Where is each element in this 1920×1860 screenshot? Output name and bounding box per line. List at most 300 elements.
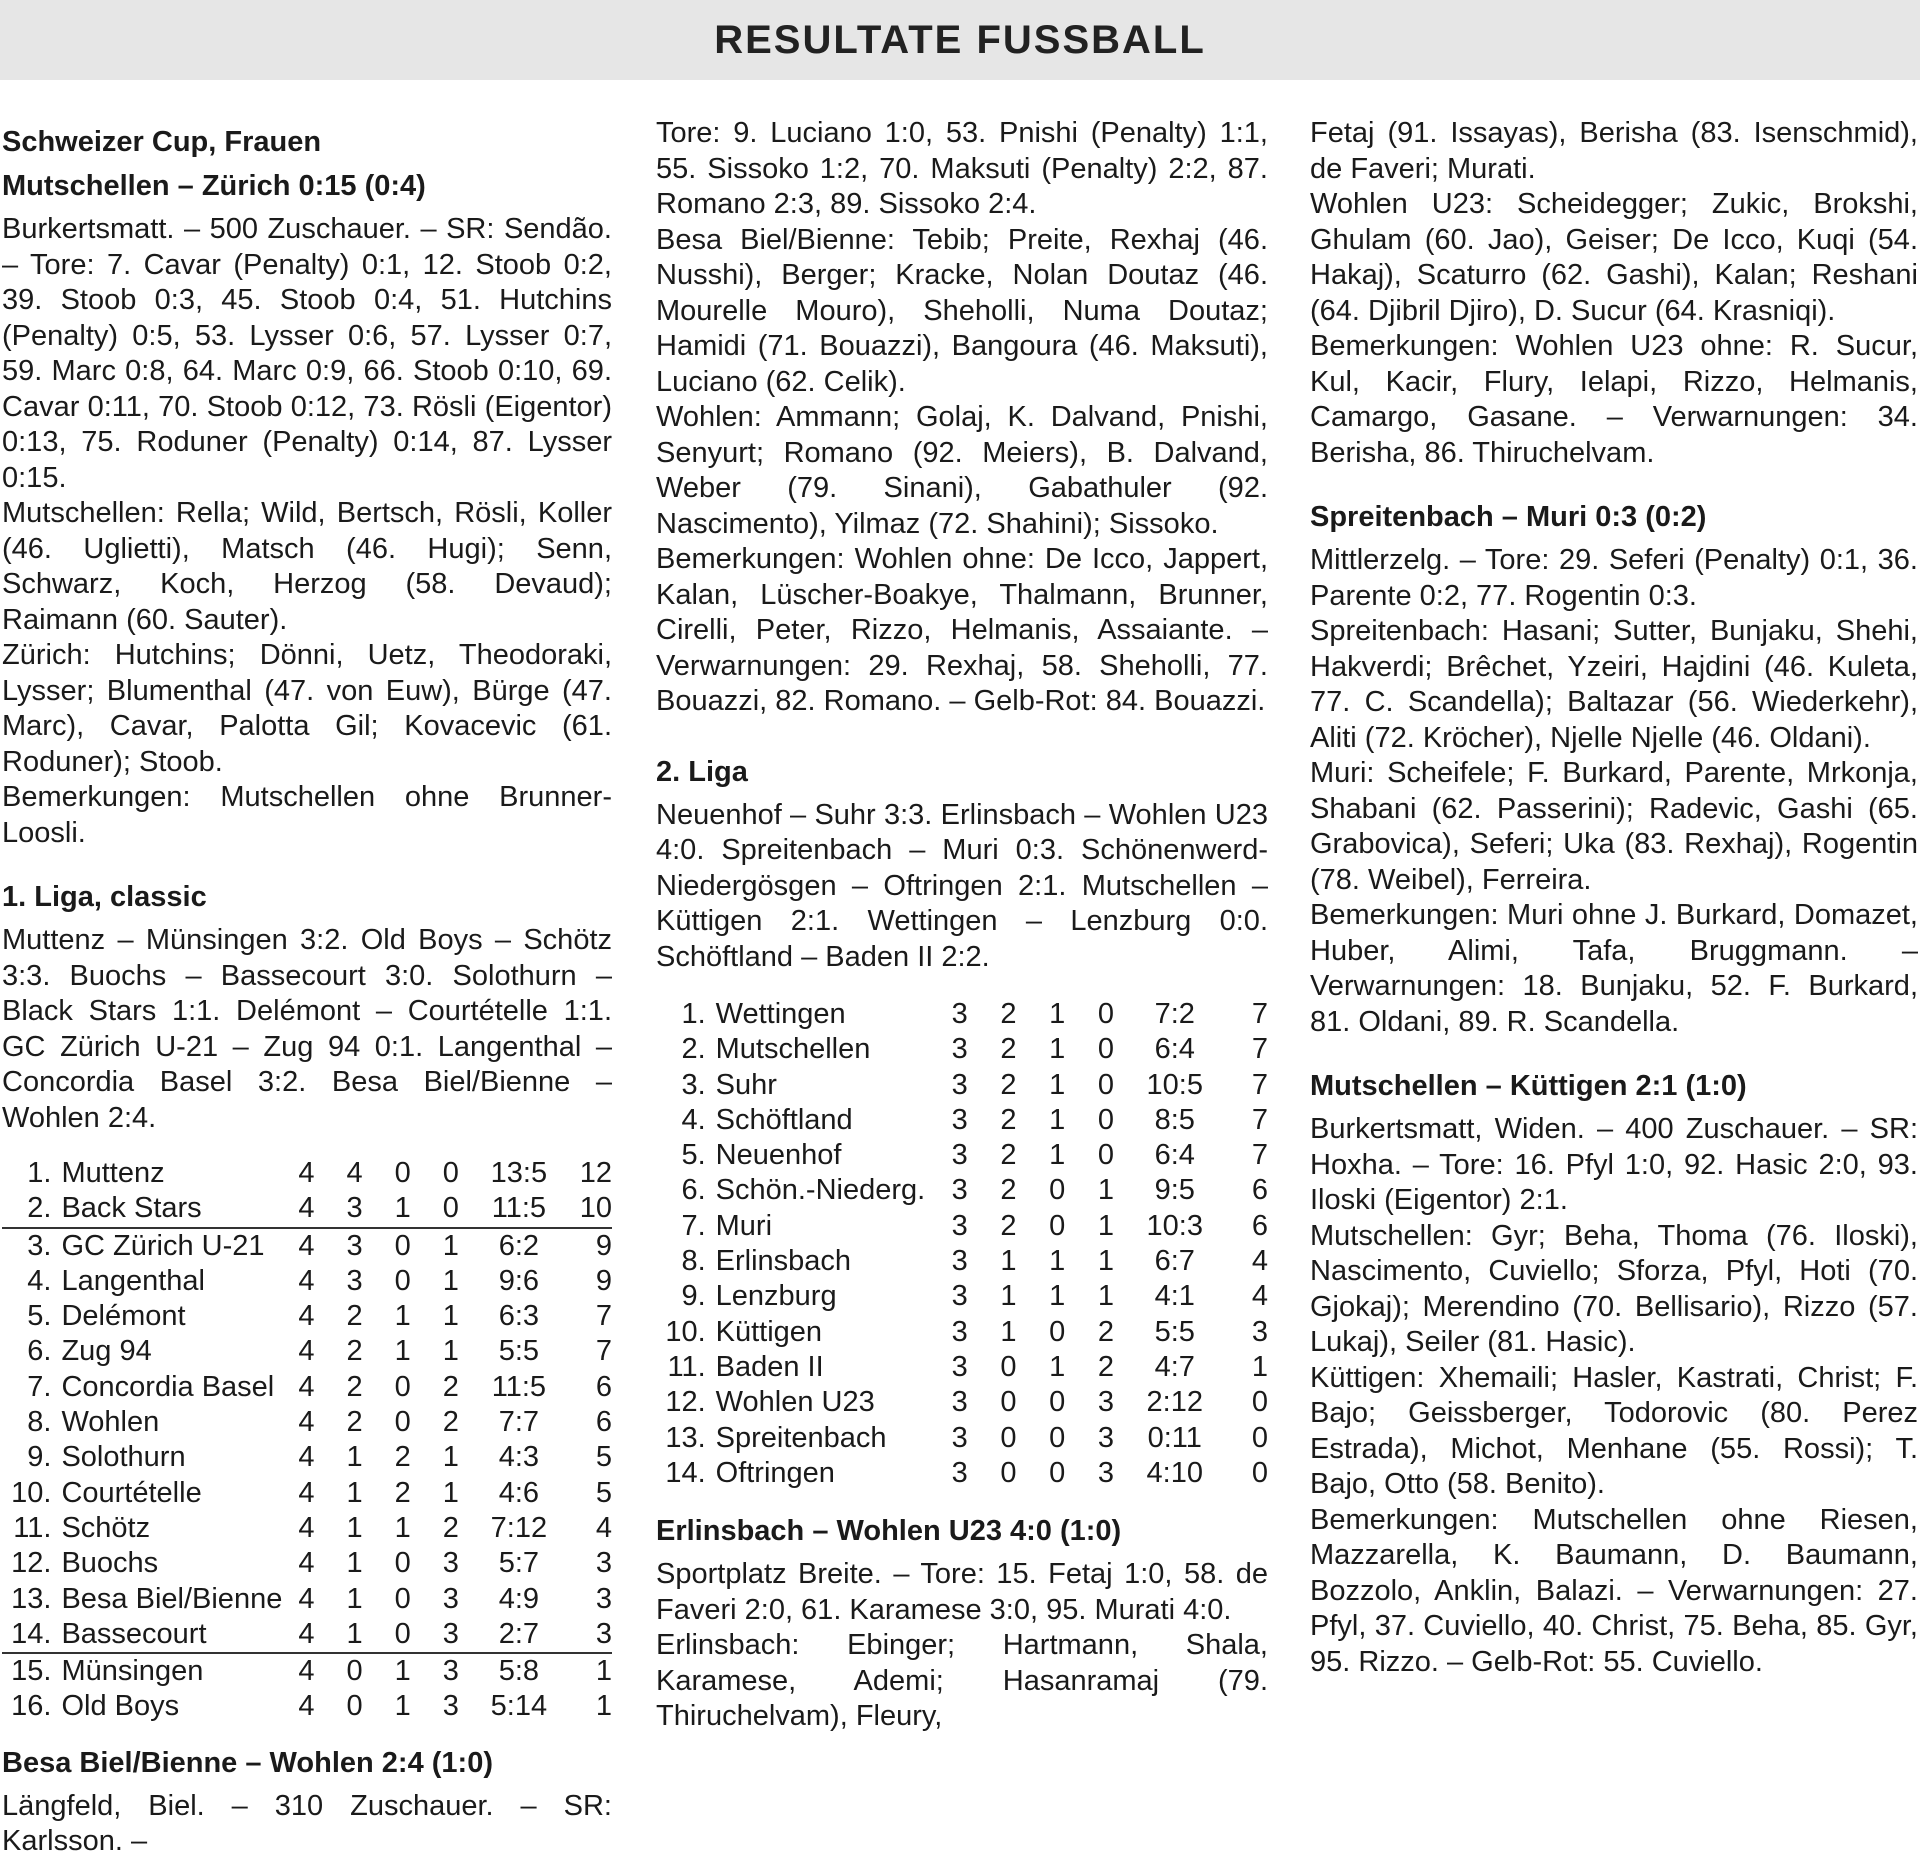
cell-team: Solothurn <box>61 1441 186 1474</box>
cell-drawn: 0 <box>1049 1209 1066 1242</box>
table-row <box>2 1546 612 1581</box>
cell-team: Langenthal <box>61 1264 205 1297</box>
cell-lost: 1 <box>1097 1280 1115 1313</box>
cell-goals: 9:6 <box>498 1264 540 1297</box>
spreitenbach-paragraph: Mittlerzelg. – Tore: 29. Seferi (Penalty) 0:1, 36. Parente 0:2, 77. Rogentin 0:3. <box>1310 544 1918 612</box>
table-row <box>2 1191 612 1227</box>
cell-goals: 5:7 <box>498 1547 540 1580</box>
cell-points: 1 <box>595 1655 612 1688</box>
cell-points: 9 <box>595 1229 612 1262</box>
cell-drawn: 1 <box>379 1191 427 1227</box>
liga1-heading: 1. Liga, classic <box>2 881 207 913</box>
cell-won: 2 <box>1000 1103 1017 1136</box>
cell-lost: 2 <box>442 1511 459 1544</box>
cell-drawn: 1 <box>1049 1033 1066 1066</box>
page-banner <box>0 0 1920 80</box>
cell-team: Küttigen <box>715 1315 823 1348</box>
cell-goals: 6:3 <box>498 1300 540 1333</box>
cell-played: 4 <box>298 1335 315 1368</box>
cell-goals: 10:3 <box>1146 1209 1203 1242</box>
cell-drawn: 1 <box>394 1511 411 1544</box>
cell-points: 10 <box>563 1191 612 1227</box>
mutschellen-paragraph: Bemerkungen: Mutschellen ohne Riesen, Mazzarella, K. Baumann, D. Baumann, Bozzolo, Anklin, Balazi. – Verwarnungen: 27. Pfyl, 37. Cuviello, 40. Christ, 75. Beha, 85. Gyr, 95. Rizzo. – Gelb-Rot: 55. Cuviello. <box>1310 1503 1918 1678</box>
cell-drawn: 0 <box>394 1370 411 1403</box>
cell-rank: 14. <box>665 1456 706 1489</box>
cell-played: 3 <box>951 1068 968 1101</box>
cell-won: 0 <box>1000 1421 1017 1454</box>
cell-goals: 5:14 <box>490 1690 548 1723</box>
cell-team: Buochs <box>61 1547 159 1580</box>
cell-points: 3 <box>595 1582 612 1615</box>
cell-won: 0 <box>1000 1350 1017 1383</box>
cell-lost: 2 <box>1097 1350 1115 1383</box>
cell-drawn: 0 <box>394 1547 411 1580</box>
cup-paragraph: Burkertsmatt. – 500 Zuschauer. – SR: Sendão. – Tore: 7. Cavar (Penalty) 0:1, 12. Stoob 0:2, 39. Stoob 0:3, 45. Stoob 0:4, 51. Hutchins (Penalty) 0:5, 53. Lysser 0:6, 57. Lysser 0:7, 59. Marc 0:8, 64. Marc 0:9, 66. Stoob 0:10, 69. Cavar 0:11, 70. Stoob 0:12, 73. Rösli (Eigentor) 0:13, 75. Roduner (Penalty) 0:14, 87. Lysser 0:15. <box>2 213 612 494</box>
cell-rank: 11. <box>13 1511 52 1544</box>
column-2 <box>656 116 1268 1735</box>
cell-played: 4 <box>298 1406 315 1439</box>
table-row <box>2 1264 612 1299</box>
table-row <box>656 1209 1268 1244</box>
cell-team: Wettingen <box>715 998 846 1030</box>
cell-played: 4 <box>298 1370 315 1403</box>
cell-goals: 2:7 <box>475 1617 563 1653</box>
cell-drawn: 1 <box>1049 1139 1066 1172</box>
cell-goals: 5:5 <box>498 1335 540 1368</box>
cell-team: Wohlen U23 <box>715 1386 875 1419</box>
cell-team: Schöftland <box>715 1103 853 1136</box>
cell-played: 3 <box>951 1456 968 1489</box>
cell-rank: 14. <box>2 1617 61 1653</box>
erlinsbach-paragraph: Erlinsbach: Ebinger; Hartmann, Shala, Karamese, Ademi; Hasanramaj (79. Thiruchelvam), Fleury, <box>656 1629 1268 1733</box>
cell-points: 3 <box>563 1617 612 1653</box>
cell-rank: 6. <box>27 1335 52 1368</box>
cell-drawn: 0 <box>1049 1456 1066 1489</box>
cell-drawn: 1 <box>1049 1280 1066 1313</box>
cell-team: Back Stars <box>61 1191 282 1227</box>
cell-points: 9 <box>595 1264 612 1297</box>
cell-won: 3 <box>330 1191 378 1227</box>
cell-goals: 6:2 <box>498 1229 540 1262</box>
cell-team: Schötz <box>61 1511 151 1544</box>
cell-goals: 6:4 <box>1154 1139 1195 1172</box>
cell-won: 2 <box>1000 998 1017 1030</box>
table-row <box>656 1244 1268 1279</box>
cell-lost: 1 <box>442 1229 459 1262</box>
table-row <box>2 1582 612 1617</box>
cell-rank: 12. <box>11 1547 52 1580</box>
cell-won: 2 <box>1000 1068 1017 1101</box>
cell-played: 4 <box>282 1617 330 1653</box>
liga1-results: Muttenz – Münsingen 3:2. Old Boys – Schötz 3:3. Buochs – Bassecourt 3:0. Solothurn – Black Stars 1:1. Delémont – Courtételle 1:1. GC Zürich U-21 – Zug 94 0:1. Langenthal – Concordia Basel 3:2. Besa Biel/Bienne – Wohlen 2:4. <box>2 924 612 1134</box>
table-row <box>656 1456 1268 1491</box>
table-row <box>2 1405 612 1440</box>
cell-team: Schön.-Niederg. <box>715 1174 926 1207</box>
cell-rank: 2. <box>2 1191 61 1227</box>
cell-rank: 11. <box>667 1350 706 1383</box>
cell-lost: 0 <box>442 1157 459 1189</box>
table-row <box>656 1032 1268 1067</box>
cell-lost: 1 <box>442 1335 459 1368</box>
mutschellen-paragraph: Küttigen: Xhemaili; Hasler, Kastrati, Christ; F. Bajo; Geissberger, Todorovic (80. Perez Estrada), Michot, Menhane (55. Rossi); T. Bajo, Otto (58. Benito). <box>1310 1361 1918 1500</box>
cell-drawn: 0 <box>1049 1174 1066 1207</box>
table-row <box>656 1279 1268 1314</box>
cell-rank: 4. <box>27 1264 52 1297</box>
cell-played: 3 <box>951 1280 968 1313</box>
liga2-standings-table <box>656 997 1268 1491</box>
cell-lost: 1 <box>1097 1209 1115 1242</box>
cell-points: 3 <box>1251 1315 1268 1348</box>
cell-won: 2 <box>1000 1139 1017 1172</box>
cell-team: Baden II <box>715 1350 824 1383</box>
spreitenbach-paragraph: Spreitenbach: Hasani; Sutter, Bunjaku, Shehi, Hakverdi; Brêchet, Yzeiri, Hajdini (46. Kuleta, 77. C. Scandella); Baltazar (56. Wiederkehr), Aliti (72. Kröcher), Njelle Njelle (46. Oldani). <box>1310 615 1918 754</box>
cell-played: 3 <box>951 1139 968 1172</box>
cell-team: Delémont <box>61 1300 186 1333</box>
cell-drawn: 1 <box>394 1300 411 1333</box>
cell-rank: 9. <box>681 1280 706 1313</box>
cell-rank: 9. <box>27 1441 52 1474</box>
table-row <box>656 1138 1268 1173</box>
besa-paragraph: Bemerkungen: Wohlen ohne: De Icco, Jappert, Kalan, Lüscher-Boakye, Thalmann, Brunner, Cirelli, Peter, Rizzo, Helmanis, Assaiante. – Verwarnungen: 29. Rexhaj, 58. Sheholli, 77. Bouazzi, 82. Romano. – Gelb-Rot: 84. Bouazzi. <box>656 543 1268 717</box>
cell-points: 4 <box>595 1511 612 1544</box>
cell-points: 0 <box>1251 1386 1268 1419</box>
cell-team: Wohlen <box>61 1406 160 1439</box>
cell-goals: 10:5 <box>1146 1068 1203 1101</box>
cell-drawn: 1 <box>1049 1068 1066 1101</box>
cell-rank: 13. <box>665 1421 706 1454</box>
cell-points: 1 <box>595 1690 612 1723</box>
spreitenbach-paragraph: Muri: Scheifele; F. Burkard, Parente, Mrkonja, Shabani (62. Passerini); Radevic, Gashi (65. Grabovica), Seferi; Uka (83. Rexhaj), Rogentin (78. Weibel), Ferreira. <box>1310 757 1918 896</box>
cell-lost: 1 <box>1097 1245 1115 1278</box>
cell-lost: 0 <box>1097 1033 1115 1066</box>
cell-drawn: 0 <box>394 1406 411 1439</box>
cell-rank: 5. <box>27 1300 52 1333</box>
cell-drawn: 0 <box>394 1582 411 1615</box>
cell-played: 3 <box>951 1033 968 1066</box>
cell-rank: 8. <box>27 1406 52 1439</box>
spreitenbach-paragraph: Bemerkungen: Muri ohne J. Burkard, Domazet, Huber, Alimi, Tafa, Bruggmann. – Verwarnungen: 18. Bunjaku, 52. F. Burkard, 81. Oldani, 89. R. Scandella. <box>1310 899 1918 1038</box>
cell-lost: 1 <box>442 1441 459 1474</box>
cell-drawn: 1 <box>1049 1245 1066 1278</box>
cell-team: Muri <box>715 1209 773 1242</box>
cell-rank: 3. <box>681 1068 706 1101</box>
cell-lost: 3 <box>1097 1386 1115 1419</box>
cell-played: 4 <box>298 1264 315 1297</box>
cell-goals: 5:8 <box>498 1655 540 1688</box>
cell-rank: 5. <box>681 1139 706 1172</box>
cell-won: 1 <box>1000 1280 1017 1313</box>
cell-won: 2 <box>346 1335 363 1368</box>
cell-played: 3 <box>951 1174 968 1207</box>
cell-drawn: 1 <box>394 1690 411 1723</box>
cell-won: 2 <box>346 1406 363 1439</box>
cell-rank: 2. <box>681 1033 706 1066</box>
table-row <box>656 997 1268 1032</box>
cup-match-heading: Mutschellen – Zürich 0:15 (0:4) <box>2 170 426 202</box>
cell-drawn: 1 <box>1049 998 1066 1030</box>
cell-lost: 1 <box>442 1476 459 1509</box>
cell-played: 4 <box>298 1300 315 1333</box>
besa-paragraph: Tore: 9. Luciano 1:0, 53. Pnishi (Penalty) 1:1, 55. Sissoko 1:2, 70. Maksuti (Penalty) 2:2, 87. Romano 2:3, 89. Sissoko 2:4. <box>656 117 1268 220</box>
table-row <box>2 1476 612 1511</box>
spreitenbach-match-heading: Spreitenbach – Muri 0:3 (0:2) <box>1310 501 1707 533</box>
cell-team: Suhr <box>715 1068 777 1101</box>
cell-lost: 1 <box>1097 1174 1115 1207</box>
cell-points: 7 <box>1251 1103 1268 1136</box>
cell-played: 4 <box>298 1547 315 1580</box>
cell-won: 0 <box>1000 1456 1017 1489</box>
table-row <box>2 1689 612 1724</box>
table-row <box>656 1068 1268 1103</box>
column-3 <box>1310 116 1918 1680</box>
cell-drawn: 0 <box>394 1157 411 1189</box>
cell-rank: 10. <box>11 1476 52 1509</box>
cup-paragraph: Bemerkungen: Mutschellen ohne Brunner-Loosli. <box>2 781 612 849</box>
cell-played: 4 <box>282 1191 330 1227</box>
cell-rank: 10. <box>665 1315 706 1348</box>
cell-played: 3 <box>951 1421 968 1454</box>
cell-goals: 4:6 <box>498 1476 540 1509</box>
table-row <box>2 1440 612 1475</box>
cell-drawn: 2 <box>394 1476 411 1509</box>
liga2-heading: 2. Liga <box>656 755 748 788</box>
mutschellen-paragraph: Mutschellen: Gyr; Beha, Thoma (76. Iloski), Nascimento, Cuviello; Sforza, Pfyl, Hoti (70. Gjokaj); Merendino (70. Bellisario), Rizzo (57. Lukaj), Seiler (81. Hasic). <box>1310 1219 1918 1358</box>
cell-played: 4 <box>298 1655 315 1688</box>
cell-rank: 7. <box>681 1209 706 1242</box>
cell-won: 2 <box>1000 1209 1017 1242</box>
cell-goals: 4:10 <box>1146 1456 1203 1489</box>
cell-goals: 4:1 <box>1154 1280 1195 1313</box>
cell-lost: 0 <box>427 1191 475 1227</box>
table-row <box>656 1173 1268 1208</box>
cell-goals: 7:2 <box>1154 998 1195 1030</box>
cell-lost: 3 <box>427 1617 475 1653</box>
cell-won: 1 <box>346 1511 363 1544</box>
cell-won: 1 <box>346 1476 363 1509</box>
cell-goals: 4:7 <box>1154 1350 1195 1383</box>
cell-played: 3 <box>951 998 968 1030</box>
table-row <box>656 1350 1268 1385</box>
cell-team: Old Boys <box>61 1690 180 1723</box>
cell-goals: 9:5 <box>1154 1174 1195 1207</box>
besa-intro: Längfeld, Biel. – 310 Zuschauer. – SR: Karlsson. – <box>2 1789 612 1858</box>
table-row <box>2 1370 612 1405</box>
mutschellen-match-heading: Mutschellen – Küttigen 2:1 (1:0) <box>1310 1070 1747 1102</box>
cell-lost: 1 <box>442 1300 459 1333</box>
cell-team: Münsingen <box>61 1655 204 1688</box>
table-row <box>2 1228 612 1264</box>
cell-played: 4 <box>298 1441 315 1474</box>
cell-won: 1 <box>1000 1315 1017 1348</box>
cell-lost: 3 <box>1097 1456 1115 1489</box>
wohlen-u23-remarks: Bemerkungen: Wohlen U23 ohne: R. Sucur, Kul, Kacir, Flury, Ielapi, Rizzo, Helmanis, Camargo, Gasane. – Verwarnungen: 34. Berisha, 86. Thiruchelvam. <box>1310 330 1918 469</box>
cell-points: 6 <box>595 1370 612 1403</box>
cell-lost: 3 <box>442 1547 459 1580</box>
cell-points: 5 <box>595 1476 612 1509</box>
besa-paragraph: Besa Biel/Bienne: Tebib; Preite, Rexhaj (46. Nusshi), Berger; Kracke, Nolan Doutaz (46. Mourelle Mouro), Sheholli, Numa Doutaz; Hamidi (71. Bouazzi), Bangoura (46. Maksuti), Luciano (62. Celik). <box>656 223 1268 398</box>
cell-team: GC Zürich U-21 <box>61 1229 265 1262</box>
cell-team: Erlinsbach <box>715 1245 852 1278</box>
cell-points: 7 <box>1251 1068 1268 1101</box>
cell-won: 3 <box>346 1229 363 1262</box>
erlinsbach-match-heading: Erlinsbach – Wohlen U23 4:0 (1:0) <box>656 1515 1122 1548</box>
table-row <box>656 1385 1268 1420</box>
cell-team: Lenzburg <box>715 1280 837 1313</box>
table-row <box>656 1315 1268 1350</box>
liga2-results: Neuenhof – Suhr 3:3. Erlinsbach – Wohlen U23 4:0. Spreitenbach – Muri 0:3. Schönenwerd-Niedergösgen – Oftringen 2:1. Mutschellen – Küttigen 2:1. Wettingen – Lenzburg 0:0. Schöftland – Baden II 2:2. <box>656 798 1268 973</box>
cup-paragraph: Zürich: Hutchins; Dönni, Uetz, Theodoraki, Lysser; Blumenthal (47. von Euw), Bürge (47. Marc), Cavar, Palotta Gil; Kovacevic (61. Roduner); Stoob. <box>2 639 612 778</box>
cell-lost: 0 <box>1097 1139 1115 1172</box>
cell-won: 2 <box>1000 1033 1017 1066</box>
cell-lost: 2 <box>442 1370 459 1403</box>
cell-lost: 3 <box>442 1655 459 1688</box>
cell-rank: 15. <box>11 1655 52 1688</box>
cell-won: 0 <box>1000 1386 1017 1419</box>
cell-goals: 4:9 <box>498 1582 540 1615</box>
table-row <box>656 1421 1268 1456</box>
cell-points: 7 <box>1251 1033 1268 1066</box>
table-row <box>2 1156 612 1191</box>
cell-played: 4 <box>298 1229 315 1262</box>
cell-rank: 13. <box>11 1582 52 1615</box>
besa-match-heading: Besa Biel/Bienne – Wohlen 2:4 (1:0) <box>2 1746 493 1779</box>
cell-points: 0 <box>1251 1421 1268 1454</box>
cell-won: 2 <box>1000 1174 1017 1207</box>
cell-points: 1 <box>1251 1350 1268 1383</box>
cell-points: 4 <box>1251 1245 1268 1278</box>
cell-won: 1 <box>346 1547 363 1580</box>
cell-team: Mutschellen <box>715 1033 871 1066</box>
cell-goals: 5:5 <box>1154 1315 1195 1348</box>
cell-points: 6 <box>595 1406 612 1439</box>
cell-lost: 3 <box>1097 1421 1115 1454</box>
cell-goals: 7:12 <box>490 1511 548 1544</box>
cell-played: 3 <box>951 1103 968 1136</box>
cell-lost: 0 <box>1097 1068 1115 1101</box>
page-title: RESULTATE FUSSBALL <box>714 17 1206 62</box>
table-row <box>2 1653 612 1689</box>
cell-goals: 6:4 <box>1154 1033 1195 1066</box>
cell-drawn: 1 <box>1049 1350 1066 1383</box>
cell-won: 1 <box>330 1617 378 1653</box>
cell-drawn: 2 <box>394 1441 411 1474</box>
cell-team: Neuenhof <box>715 1139 842 1172</box>
cell-rank: 3. <box>27 1229 52 1262</box>
cell-rank: 6. <box>681 1174 706 1207</box>
cell-drawn: 0 <box>1049 1421 1066 1454</box>
cell-won: 0 <box>346 1655 363 1688</box>
cell-won: 2 <box>346 1370 363 1403</box>
cell-rank: 12. <box>665 1386 706 1419</box>
cell-won: 2 <box>346 1300 363 1333</box>
cell-points: 5 <box>595 1441 612 1474</box>
cell-team: Concordia Basel <box>61 1370 275 1403</box>
cell-team: Zug 94 <box>61 1335 152 1368</box>
cell-won: 1 <box>346 1582 363 1615</box>
cell-played: 4 <box>298 1157 315 1189</box>
wohlen-u23-lineup: Wohlen U23: Scheidegger; Zukic, Brokshi, Ghulam (60. Jao), Geiser; De Icco, Kuqi (54. Hakaj), Scaturro (62. Gashi), Kalan; Reshani (64. Djibril Djiro), D. Sucur (64. Krasniqi). <box>1310 188 1918 327</box>
cell-played: 4 <box>298 1511 315 1544</box>
cell-played: 3 <box>951 1209 968 1242</box>
cell-drawn: 0 <box>394 1264 411 1297</box>
cell-played: 4 <box>298 1476 315 1509</box>
cell-lost: 0 <box>1097 1103 1115 1136</box>
table-row <box>656 1103 1268 1138</box>
cell-drawn: 0 <box>394 1229 411 1262</box>
cell-lost: 2 <box>1097 1315 1115 1348</box>
cell-points: 12 <box>579 1157 612 1189</box>
cell-won: 3 <box>346 1264 363 1297</box>
cell-goals: 6:7 <box>1154 1245 1195 1278</box>
cell-goals: 2:12 <box>1146 1386 1203 1419</box>
cell-rank: 7. <box>27 1370 52 1403</box>
cell-points: 7 <box>595 1300 612 1333</box>
cell-team: Besa Biel/Bienne <box>61 1582 283 1615</box>
cell-drawn: 1 <box>394 1335 411 1368</box>
cell-points: 6 <box>1251 1209 1268 1242</box>
cell-drawn: 1 <box>1049 1103 1066 1136</box>
cell-goals: 13:5 <box>490 1157 548 1189</box>
mutschellen-paragraph: Burkertsmatt, Widen. – 400 Zuschauer. – SR: Hoxha. – Tore: 16. Pfyl 1:0, 92. Hasic 2:0, 93. Iloski (Eigentor) 2:1. <box>1310 1113 1918 1216</box>
erlinsbach-paragraph: Sportplatz Breite. – Tore: 15. Fetaj 1:0, 58. de Faveri 2:0, 61. Karamese 3:0, 95. Murati 4:0. <box>656 1558 1268 1626</box>
erlinsbach-continued: Fetaj (91. Issayas), Berisha (83. Isenschmid), de Faveri; Murati. <box>1310 117 1918 185</box>
cell-team: Muttenz <box>61 1157 165 1189</box>
cell-team: Courtételle <box>61 1476 202 1509</box>
cell-lost: 3 <box>442 1582 459 1615</box>
cell-goals: 11:5 <box>475 1191 563 1227</box>
cell-team: Bassecourt <box>61 1617 282 1653</box>
cell-played: 3 <box>951 1315 968 1348</box>
cell-goals: 11:5 <box>491 1370 547 1403</box>
cell-points: 3 <box>595 1547 612 1580</box>
table-row <box>2 1299 612 1334</box>
cell-lost: 1 <box>442 1264 459 1297</box>
cell-drawn: 0 <box>1049 1315 1066 1348</box>
table-row <box>2 1511 612 1546</box>
cell-points: 7 <box>595 1335 612 1368</box>
cell-points: 7 <box>1251 998 1268 1030</box>
cell-played: 3 <box>951 1245 968 1278</box>
cell-won: 0 <box>346 1690 363 1723</box>
cell-points: 6 <box>1251 1174 1268 1207</box>
table-row <box>2 1334 612 1369</box>
cell-played: 4 <box>298 1582 315 1615</box>
cell-team: Spreitenbach <box>715 1421 887 1454</box>
cell-won: 1 <box>346 1441 363 1474</box>
cell-drawn: 0 <box>1049 1386 1066 1419</box>
cell-points: 0 <box>1251 1456 1268 1489</box>
cell-rank: 1. <box>27 1157 52 1189</box>
liga1-standings-table <box>2 1156 612 1725</box>
cell-drawn: 1 <box>394 1655 411 1688</box>
table-row <box>2 1617 612 1653</box>
cell-rank: 1. <box>681 998 706 1030</box>
cell-played: 3 <box>951 1350 968 1383</box>
cell-rank: 16. <box>11 1690 52 1723</box>
cell-team: Oftringen <box>715 1456 835 1489</box>
besa-paragraph: Wohlen: Ammann; Golaj, K. Dalvand, Pnishi, Senyurt; Romano (92. Meiers), B. Dalvand, Weber (79. Sinani), Gabathuler (92. Nascimento), Yilmaz (72. Shahini); Sissoko. <box>656 401 1268 540</box>
cell-points: 7 <box>1251 1139 1268 1172</box>
cell-goals: 8:5 <box>1154 1103 1195 1136</box>
cell-played: 3 <box>951 1386 968 1419</box>
cell-lost: 2 <box>442 1406 459 1439</box>
cell-played: 4 <box>298 1690 315 1723</box>
cell-won: 1 <box>1000 1245 1017 1278</box>
cell-rank: 8. <box>681 1245 706 1278</box>
column-1 <box>2 124 612 1860</box>
cell-rank: 4. <box>681 1103 706 1136</box>
cell-drawn: 0 <box>379 1617 427 1653</box>
